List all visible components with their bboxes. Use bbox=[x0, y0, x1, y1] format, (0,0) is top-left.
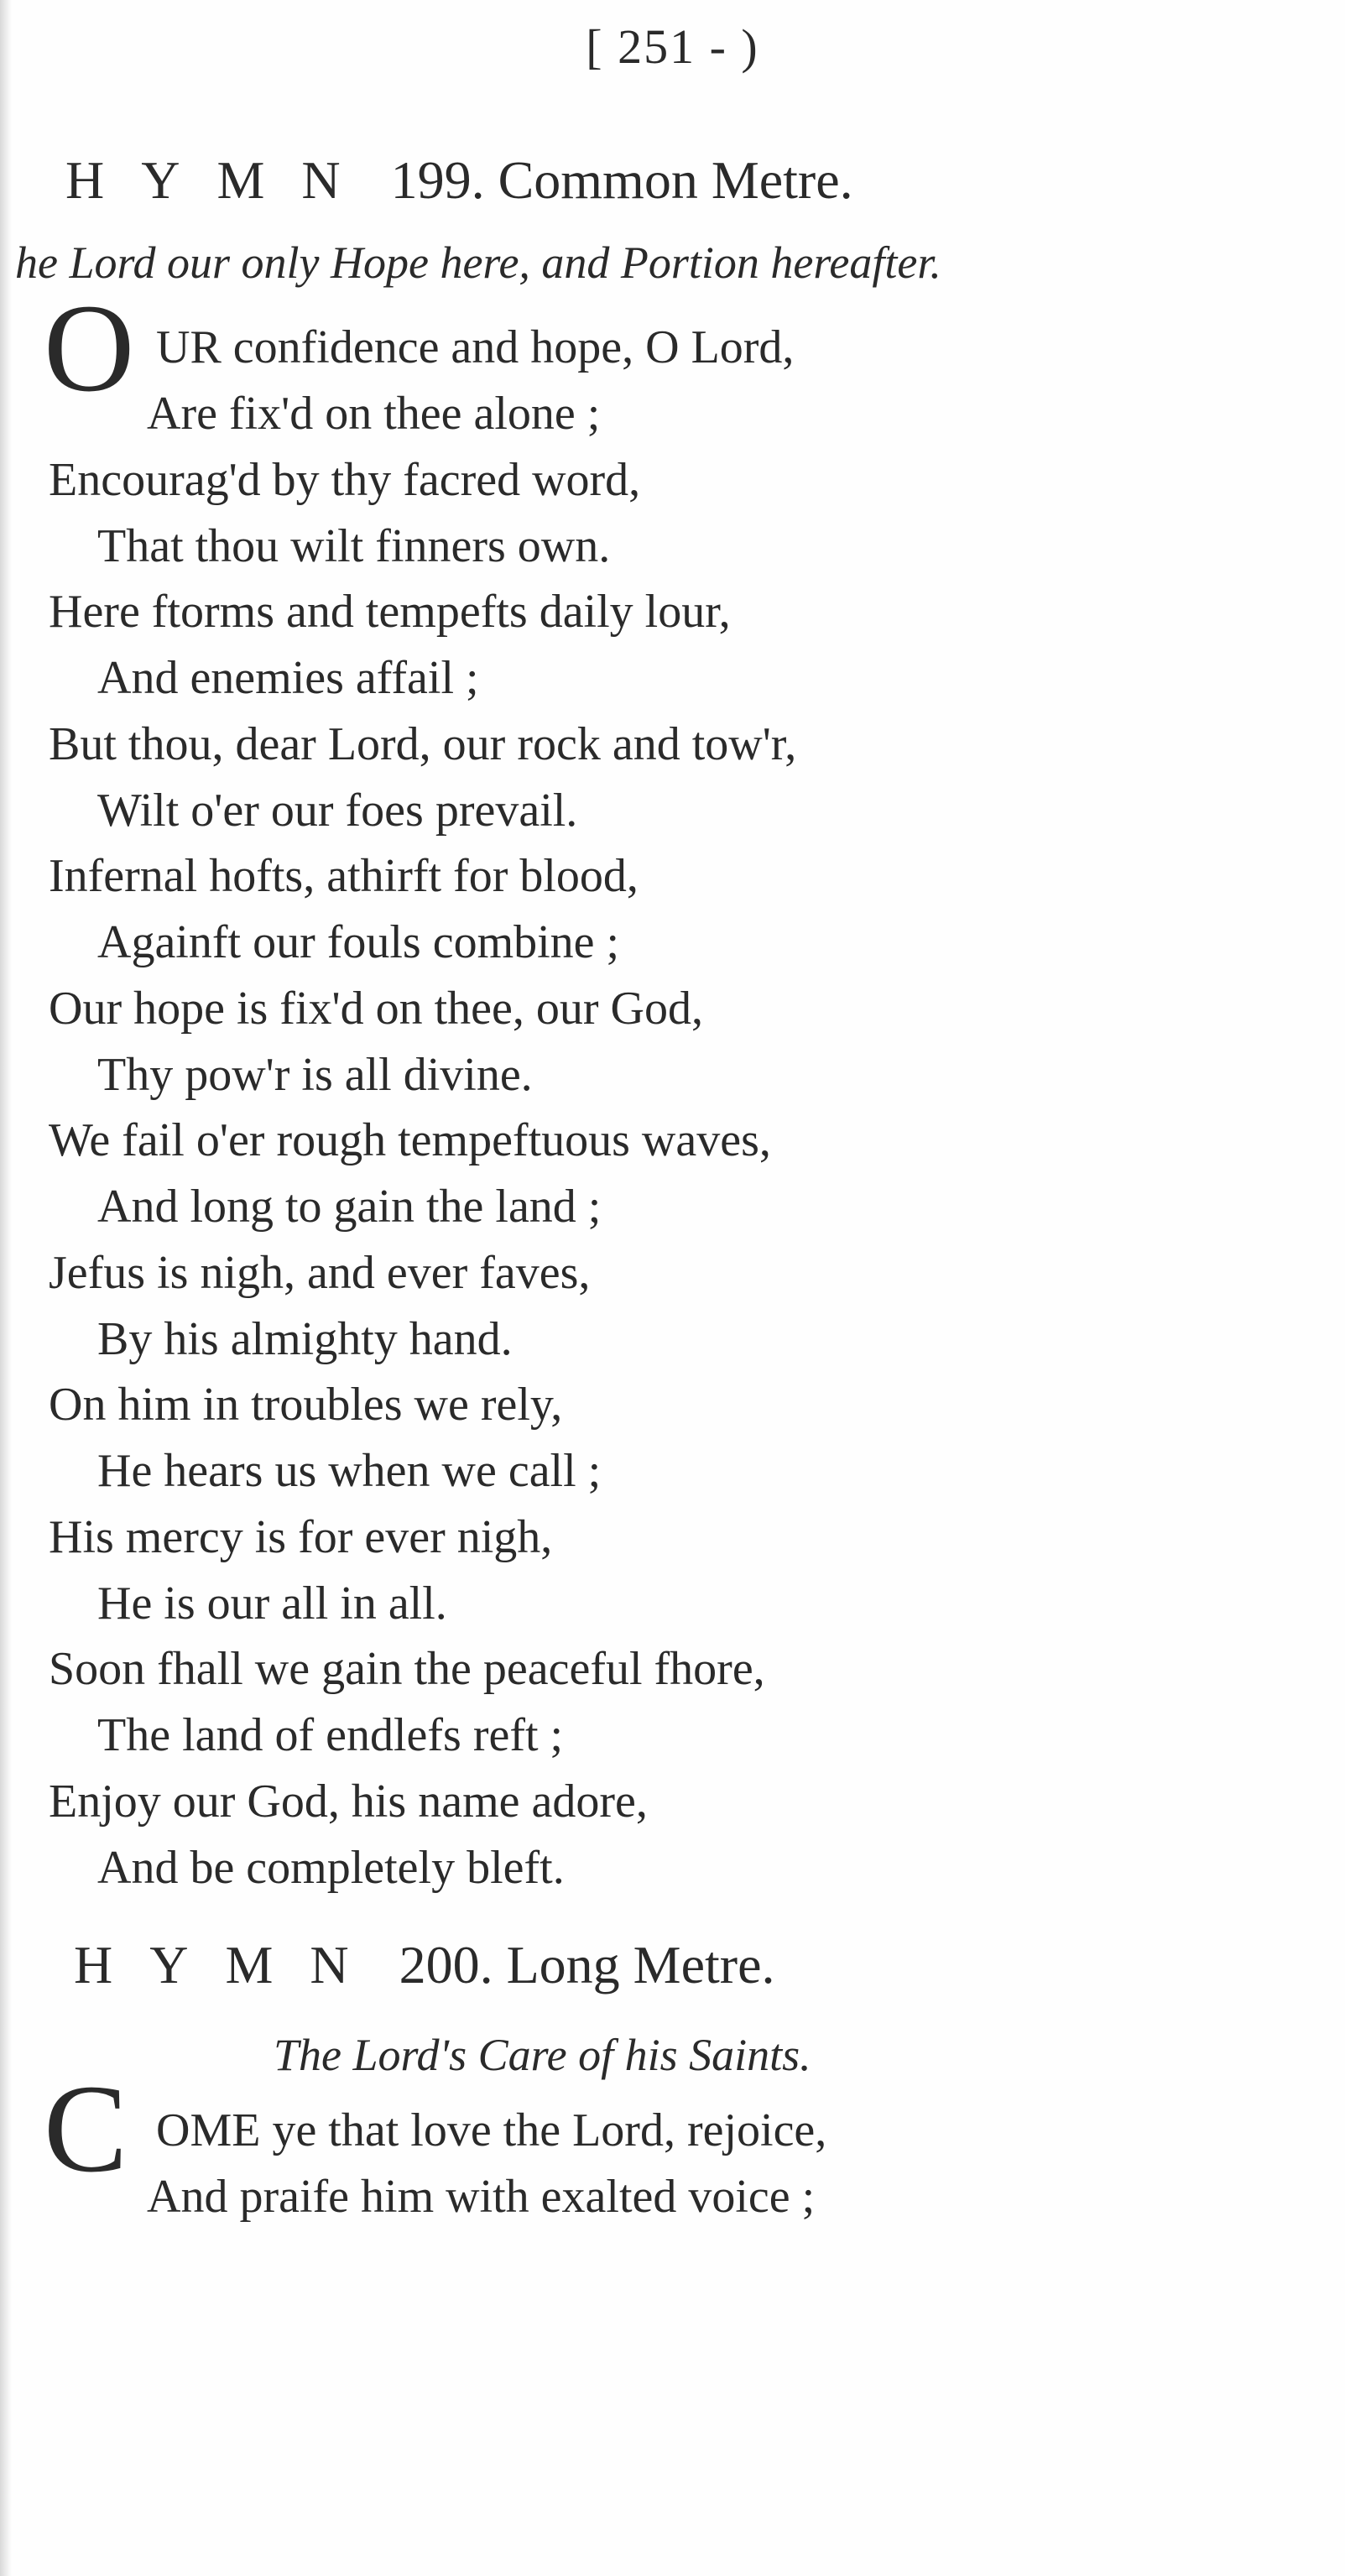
hymn-199-stanza-4 bbox=[49, 1108, 771, 1373]
hymn-199-stanza-1 bbox=[49, 315, 794, 580]
hymn-199-stanza-5 bbox=[49, 1372, 601, 1637]
hymn-199-stanza-6 bbox=[49, 1636, 765, 1901]
hymn-200-stanza-1 bbox=[49, 2098, 826, 2230]
verse-line: But thou, dear Lord, our rock and tow'r, bbox=[49, 718, 797, 770]
verse-line: And praife him with exalted voice ; bbox=[147, 2171, 816, 2223]
verse-line: Jefus is nigh, and ever faves, bbox=[49, 1247, 591, 1299]
verse-line: Thy pow'r is all divine. bbox=[97, 1049, 533, 1101]
verse-line: Here ftorms and tempefts daily lour, bbox=[49, 586, 731, 638]
hymn-200-heading-rest: 200. Long Metre. bbox=[399, 1935, 775, 1995]
hymn-199-stanza-3 bbox=[49, 843, 703, 1108]
verse-line: Againft our fouls combine ; bbox=[97, 916, 620, 968]
verse-line: By his almighty hand. bbox=[97, 1313, 513, 1365]
verse-line: And enemies affail ; bbox=[97, 652, 479, 704]
hymn-200-heading bbox=[74, 1934, 774, 1996]
hymn-200-heading-word: HYMN bbox=[74, 1935, 386, 1995]
verse-line: And be completely bleft. bbox=[97, 1842, 565, 1894]
hymn-199-stanza-2 bbox=[49, 579, 796, 844]
verse-line: OME ye that love the Lord, rejoice, bbox=[156, 2104, 827, 2156]
verse-line: On him in troubles we rely, bbox=[49, 1379, 563, 1431]
verse-line: He hears us when we call ; bbox=[97, 1445, 602, 1497]
verse-line: He is our all in all. bbox=[97, 1577, 447, 1630]
verse-line: We fail o'er rough tempeftuous waves, bbox=[49, 1114, 771, 1166]
hymn-199-heading bbox=[65, 149, 853, 211]
hymn-200-subtitle: The Lord's Care of his Saints. bbox=[274, 2030, 811, 2080]
hymn-199-subtitle: he Lord our only Hope here, and Portion hereafter. bbox=[15, 237, 941, 288]
verse-line: Infernal hofts, athirft for blood, bbox=[49, 850, 639, 902]
binding-edge bbox=[0, 0, 12, 2576]
page-number: [ 251 - ) bbox=[586, 19, 759, 74]
verse-line: Are fix'd on thee alone ; bbox=[147, 388, 601, 440]
hymn-199-drop-cap: O bbox=[44, 279, 135, 418]
verse-line: His mercy is for ever nigh, bbox=[49, 1511, 553, 1563]
verse-line: Our hope is fix'd on thee, our God, bbox=[49, 983, 703, 1035]
verse-line: Wilt o'er our foes prevail. bbox=[97, 785, 578, 837]
verse-line: And long to gain the land ; bbox=[97, 1181, 602, 1233]
verse-line: Enjoy our God, his name adore, bbox=[49, 1776, 648, 1828]
hymn-199-heading-rest: 199. Common Metre. bbox=[390, 150, 853, 210]
verse-line: Soon fhall we gain the peaceful fhore, bbox=[49, 1643, 765, 1695]
hymn-199-heading-word: HYMN bbox=[65, 150, 378, 210]
verse-line: UR confidence and hope, O Lord, bbox=[156, 321, 795, 373]
hymn-200-drop-cap: C bbox=[44, 2059, 128, 2198]
verse-line: The land of endlefs reft ; bbox=[97, 1709, 564, 1761]
verse-line: Encourag'd by thy facred word, bbox=[49, 454, 641, 506]
verse-line: That thou wilt finners own. bbox=[97, 520, 611, 572]
